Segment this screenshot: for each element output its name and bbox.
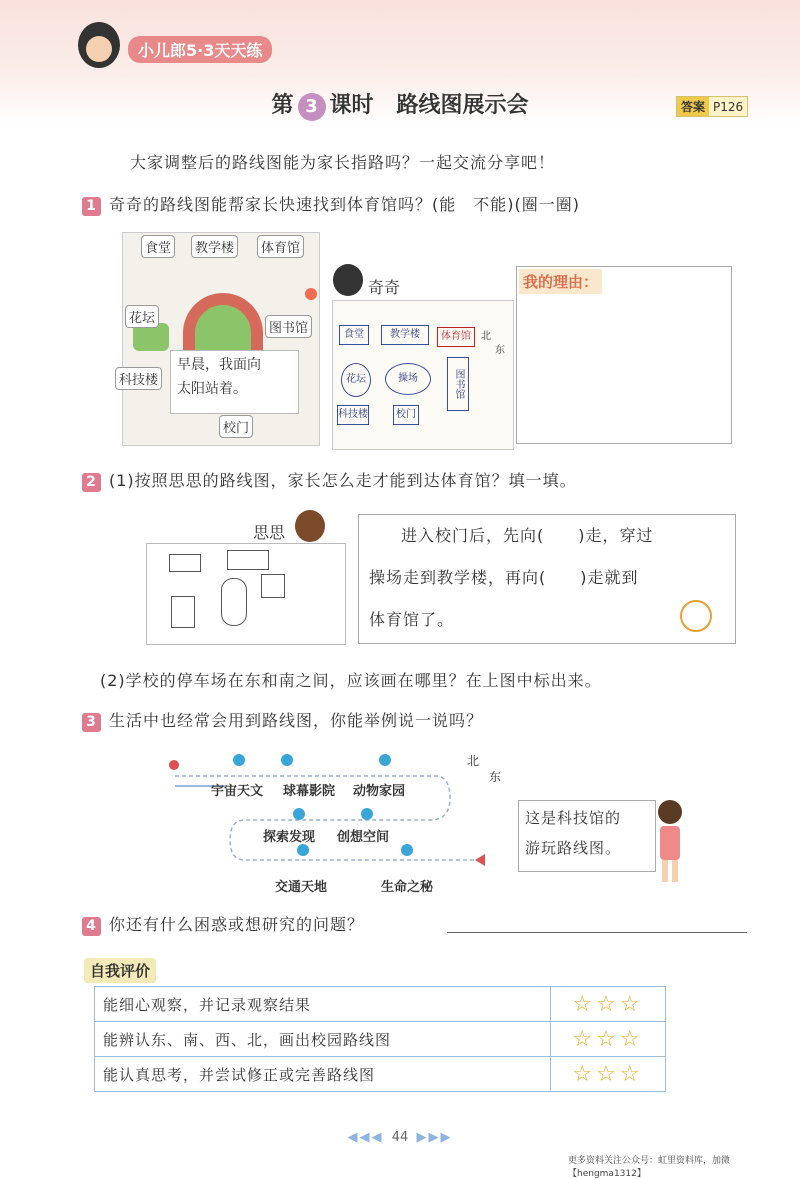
eval-criterion: 能细心观察，并记录观察结果 [95, 987, 551, 1022]
route-stop: 生命之秘 [381, 880, 434, 895]
sketch-label: 科技楼 [337, 405, 369, 425]
sketch-label: 教学楼 [381, 325, 429, 345]
museum-route-map [165, 748, 515, 896]
sisi-route-sketch [146, 543, 346, 645]
intro-text: 大家调整后的路线图能为家长指路吗？一起交流分享吧！ [130, 153, 556, 172]
question-number: 4 [82, 917, 101, 936]
qiqi-avatar [333, 264, 363, 296]
compass-icon [680, 600, 712, 632]
map-label: 校门 [219, 415, 253, 438]
qiqi-route-sketch [332, 300, 514, 450]
reason-box[interactable] [516, 266, 732, 444]
question-text: 你还有什么困惑或想研究的问题？ [109, 915, 365, 934]
answer-reference[interactable]: 答案 P126 [676, 96, 748, 117]
lesson-number-badge: 3 [298, 93, 326, 121]
route-stop: 创想空间 [337, 830, 390, 845]
eval-criterion: 能认真思考，并尝试修正或完善路线图 [95, 1057, 551, 1092]
star-rating[interactable]: ☆☆☆ [551, 1057, 666, 1092]
reason-label: 我的理由： [519, 269, 602, 294]
route-stop: 动物家园 [353, 784, 406, 799]
location-pin-icon [281, 754, 293, 766]
question-1 [82, 192, 580, 216]
character-name: 思思 [253, 523, 286, 542]
question-2 [82, 468, 577, 492]
compass-east: 东 [489, 770, 502, 784]
answer-line[interactable] [447, 932, 747, 933]
question-4 [82, 912, 364, 936]
sun-icon [305, 288, 317, 300]
compass-east: 东 [495, 345, 505, 356]
sketch-label: 操场 [385, 363, 431, 395]
location-pin-icon [233, 754, 245, 766]
character-name: 奇奇 [368, 278, 401, 297]
question-text: 生活中也经常会用到路线图，你能举例说一说吗？ [109, 711, 484, 730]
eval-criterion: 能辨认东、南、西、北，画出校园路线图 [95, 1022, 551, 1057]
speech-bubble: 早晨，我面向 太阳站着。 [170, 350, 299, 414]
table-row [95, 1022, 666, 1057]
question-text: 奇奇的路线图能帮家长快速找到体育馆吗？(能 不能)(圈一圈) [109, 195, 580, 214]
sketch-label: 花坛 [341, 363, 371, 397]
star-rating[interactable]: ☆☆☆ [551, 987, 666, 1022]
girl-character-illustration [650, 800, 690, 886]
map-label: 食堂 [141, 235, 175, 258]
route-stop: 探索发现 [263, 830, 316, 845]
footer-note: 更多资料关注公众号：虹里资料库，加微【hengma1312】 [568, 1156, 731, 1179]
mascot-avatar [78, 22, 120, 68]
page-number: ◀◀◀ 44 ▶▶▶ [347, 1130, 453, 1145]
sketch-label: 校门 [393, 405, 419, 425]
route-stop: 宇宙天文 [211, 784, 264, 799]
speech-bubble: 这是科技馆的 游玩路线图。 [518, 800, 656, 872]
location-pin-icon [293, 808, 305, 820]
table-row [95, 987, 666, 1022]
next-arrows-icon: ▶▶▶ [416, 1130, 453, 1145]
lesson-name: 路线图展示会 [396, 93, 529, 118]
sketch-label: 食堂 [339, 325, 369, 345]
location-pin-icon [379, 754, 391, 766]
sisi-avatar [295, 510, 325, 542]
question-2-part-2: (2)学校的停车场在东和南之间，应该画在哪里？在上图中标出来。 [100, 671, 602, 690]
question-number: 1 [82, 197, 101, 216]
map-label: 体育馆 [257, 235, 304, 258]
compass-north: 北 [481, 331, 491, 342]
sketch-label: 体育馆 [437, 327, 475, 347]
brand-logo: 小儿郎5·3天天练 [128, 36, 272, 63]
question-3 [82, 708, 483, 732]
table-row [95, 1057, 666, 1092]
compass-north: 北 [467, 754, 480, 768]
location-pin-icon [401, 844, 413, 856]
question-number: 2 [82, 473, 101, 492]
location-pin-icon [361, 808, 373, 820]
map-label: 图书馆 [265, 315, 312, 338]
question-text: (1)按照思思的路线图，家长怎么走才能到达体育馆？填一填。 [109, 471, 577, 490]
page-title: 第 3 课时 路线图展示会 [0, 88, 800, 121]
start-pin-icon [169, 760, 179, 770]
question-number: 3 [82, 713, 101, 732]
self-eval-title: 自我评价 [84, 958, 156, 983]
star-rating[interactable]: ☆☆☆ [551, 1022, 666, 1057]
location-pin-icon [297, 844, 309, 856]
map-label: 花坛 [125, 305, 159, 328]
route-stop: 球幕影院 [283, 784, 336, 799]
map-label: 教学楼 [191, 235, 238, 258]
fill-in-box[interactable]: 进入校门后，先向( )走，穿过 操场走到教学楼，再向( )走就到 体育馆了。 [358, 514, 736, 644]
prev-arrows-icon: ◀◀◀ [347, 1130, 384, 1145]
route-stop: 交通天地 [275, 880, 328, 895]
self-eval-table [94, 986, 666, 1092]
map-label: 科技楼 [115, 367, 162, 390]
sketch-label: 图书馆 [447, 357, 469, 411]
